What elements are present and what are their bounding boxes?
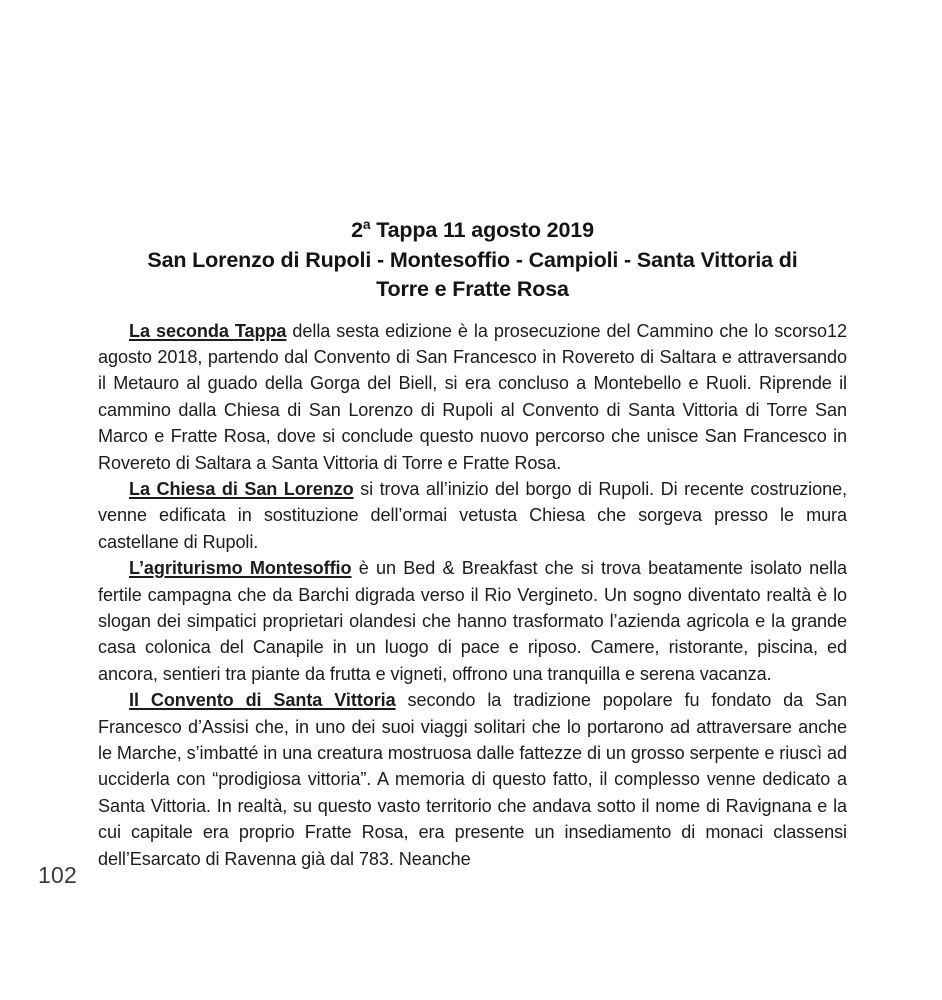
paragraph-chiesa-san-lorenzo <box>98 476 847 555</box>
paragraph-body: secondo la tradizione popolare fu fondato da San Francesco d’Assisi che, in uno dei suoi viaggi solitari che lo portarono ad attraversare anche le Marche, s’imbatté in una creatura mostruosa dalle fattezze di un grosso serpente e riuscì ad ucciderla con “prodigiosa vittoria”. A memoria di questo fatto, il complesso venne dedicato a Santa Vittoria. In realtà, su questo vasto territorio che andava sotto il nome di Ravignana e la cui capitale era proprio Fratte Rosa, era presente un insediamento di monaci classensi dell’Esarcato di Ravenna già dal 783. Neanche <box>98 690 847 869</box>
paragraph-body: della sesta edizione è la prosecuzione del Cammino che lo scorso12 agosto 2018, partendo dal Convento di San Francesco in Rovereto di Saltara e attraversando il Metauro al guado della Gorga del Biell, si era concluso a Montebello e Ruoli. Riprende il cammino dalla Chiesa di San Lorenzo di Rupoli al Convento di Santa Vittoria di Torre San Marco e Fratte Rosa, dove si conclude questo nuovo percorso che unisce San Francesco in Rovereto di Saltara a Santa Vittoria di Torre e Fratte Rosa. <box>98 320 847 473</box>
paragraph-agriturismo-montesoffio <box>98 555 847 687</box>
title-line-2: San Lorenzo di Rupoli - Montesoffio - Campioli - Santa Vittoria di <box>147 247 798 272</box>
paragraph-lead-in: La Chiesa di San Lorenzo <box>129 478 354 499</box>
paragraph-lead-in: L’agriturismo Montesoffio <box>129 558 352 579</box>
page-title <box>98 216 847 305</box>
title-line-1 <box>98 216 847 246</box>
paragraph-lead-in: Il Convento di Santa Vittoria <box>129 690 396 711</box>
title-ordinal-suffix: a <box>362 216 371 232</box>
paragraph-body: è un Bed & Breakfast che si trova beatamente isolato nella fertile campagna che da Barchi digrada verso il Rio Vergineto. Un sogno diventato realtà è lo slogan dei simpatici proprietari olandesi che hanno trasformato l’azienda agricola e la grande casa colonica del Canapile in un luogo di pace e riposo. Camere, ristorante, piscina, ed ancora, sentieri tra piante da frutta e vigneti, offrono una tranquilla e serena vacanza. <box>98 558 848 684</box>
title-line-3: Torre e Fratte Rosa <box>376 277 569 301</box>
text-block <box>98 216 847 872</box>
page-number: 102 <box>38 862 77 888</box>
paragraph-seconda-tappa <box>98 318 847 476</box>
paragraph-body: si trova all’inizio del borgo di Rupoli. Di recente costruzione, venne edificata in sostituzione dell’ormai vetusta Chiesa che sorgeva presso le mura castellane di Rupoli. <box>98 478 847 552</box>
title-stage-number: 2 <box>351 218 363 242</box>
title-stage-date: Tappa 11 agosto 2019 <box>370 218 594 242</box>
paragraph-lead-in: La seconda Tappa <box>129 320 287 341</box>
paragraph-convento-santa-vittoria <box>98 687 847 872</box>
